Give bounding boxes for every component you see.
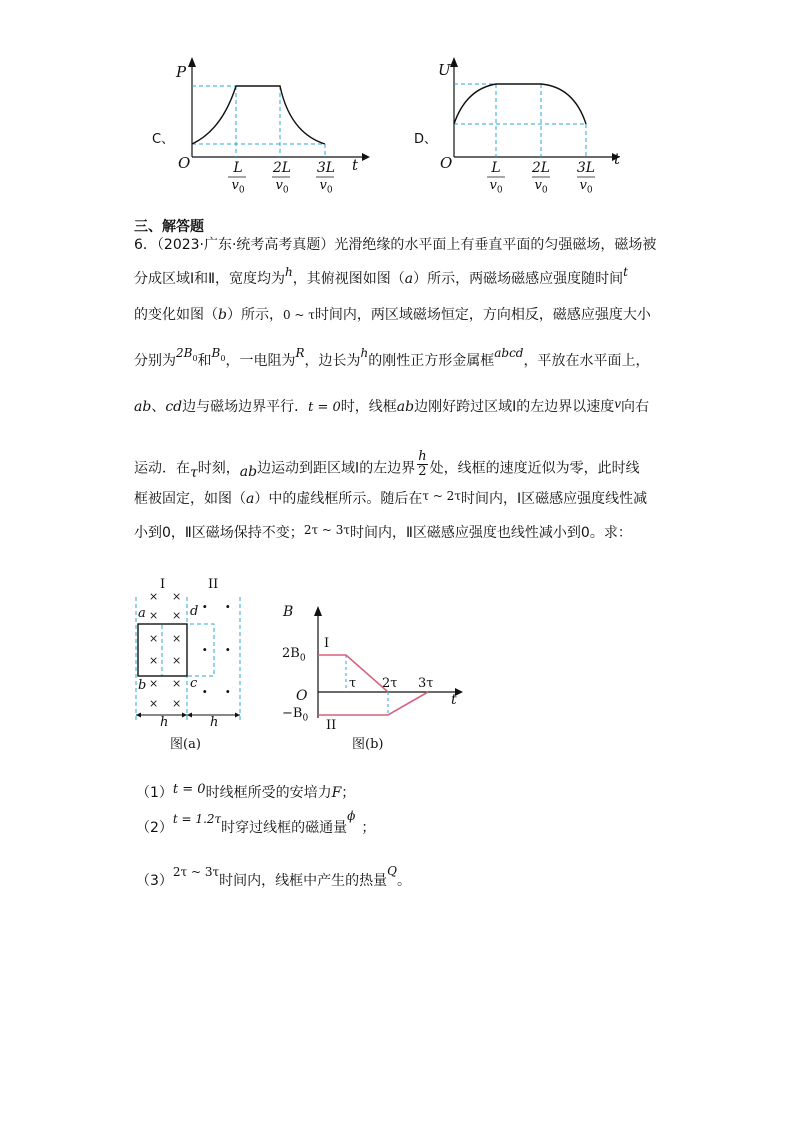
option-d-tick-2-num: 2L: [531, 160, 551, 176]
problem-line-4: 分别为$2B_0$和$B_0$，一电阻为R，边长为h的刚性正方形金属框abcd，平放在水平面上，: [134, 346, 650, 369]
region-1-label: I: [160, 577, 166, 592]
problem-line-1: 6．（2023·广东·统考高考真题）光滑绝缘的水平面上有垂直平面的匀强磁场，磁场被: [134, 237, 657, 253]
problem-line-5: ab、cd边与磁场边界平行．t = 0时，线框ab边刚好跨过区域Ⅰ的左边界以速度v向右: [134, 397, 650, 415]
corner-c-label: c: [190, 676, 198, 691]
corner-a-label: a: [138, 606, 146, 621]
cross-mark: ×: [172, 609, 182, 622]
figure-a-caption: 图(a): [170, 737, 201, 752]
figure-a: [130, 575, 250, 745]
region-2-label: II: [208, 577, 219, 592]
fraction-denominator: 2: [418, 464, 427, 479]
option-d-tick-1-num: L: [491, 160, 501, 176]
dot-mark: ·: [225, 682, 231, 701]
option-c-tick-2-num: 2L: [272, 160, 292, 176]
corner-d-label: d: [190, 604, 199, 619]
corner-b-label: b: [138, 678, 147, 693]
series-1-label: I: [324, 636, 330, 651]
figure-b: [280, 600, 470, 730]
cross-mark: ×: [172, 590, 182, 603]
option-d-tick-3-num: 3L: [576, 160, 596, 176]
width-h-label-2: h: [210, 715, 219, 730]
fraction-numerator: h: [418, 449, 427, 464]
problem-line-7: 框被固定，如图（a）中的虚线框所示。随后在τ ~ 2τ时间内，Ⅰ区磁感应强度线性减: [134, 489, 648, 507]
option-d-origin: O: [440, 154, 453, 172]
width-h-label-1: h: [160, 715, 169, 730]
dot-mark: ·: [202, 597, 208, 616]
figure-b-bottom-label: $-B_0$: [282, 706, 309, 724]
option-d-tick-3-den: $v_0$: [579, 178, 593, 196]
cross-mark: ×: [172, 697, 182, 710]
figure-b-top-label: $2B_0$: [282, 646, 306, 664]
option-d-tick-2-den: $v_0$: [534, 178, 548, 196]
dot-mark: ·: [202, 640, 208, 659]
cross-mark: ×: [172, 677, 182, 690]
tick-2tau: 2τ: [382, 676, 398, 691]
option-c-tick-1-num: L: [233, 160, 243, 176]
question-2: （2）t = 1.2τ时穿过线框的磁通量ϕ；: [136, 809, 376, 836]
option-c-label: C、: [152, 132, 175, 147]
dot-mark: ·: [225, 640, 231, 659]
cross-mark: ×: [149, 677, 159, 690]
option-c-tick-1-den: $v_0$: [231, 178, 245, 196]
dot-mark: ·: [225, 597, 231, 616]
option-d-y-label: U: [438, 61, 451, 79]
figure-b-caption: 图(b): [352, 737, 384, 752]
figure-b-x-label: t: [451, 692, 457, 708]
question-3: （3）2τ ~ 3τ时间内，线框中产生的热量Q。: [136, 864, 411, 889]
option-c-tick-3-den: $v_0$: [319, 178, 333, 196]
cross-mark: ×: [172, 654, 182, 667]
option-c-x-label: t: [352, 156, 359, 174]
problem-line-6: 运动．在τ时刻，ab边运动到距区域Ⅰ的左边界 $\frac{h}{2}$ 处，线框的速度近似为零，此时线: [134, 449, 640, 481]
question-1: （1）t = 0时线框所受的安培力F；: [136, 782, 356, 801]
option-c-tick-2-den: $v_0$: [275, 178, 289, 196]
cross-mark: ×: [149, 697, 159, 710]
dot-mark: ·: [202, 682, 208, 701]
problem-line-2: 分成区域Ⅰ和Ⅱ，宽度均为h，其俯视图如图（a）所示，两磁场磁感应强度随时间t: [134, 265, 628, 287]
problem-line-3: 的变化如图（b）所示，0 ~ τ时间内，两区域磁场恒定，方向相反，磁感应强度大小: [134, 307, 651, 323]
figure-b-y-label: B: [283, 604, 294, 620]
section-title: 三、解答题: [134, 219, 204, 235]
cross-mark: ×: [149, 609, 159, 622]
figure-b-origin: O: [296, 688, 308, 704]
option-c-y-label: P: [176, 63, 187, 81]
option-d-tick-1-den: $v_0$: [489, 178, 503, 196]
tick-tau: τ: [349, 676, 357, 691]
option-c-tick-3-num: 3L: [316, 160, 336, 176]
cross-mark: ×: [149, 632, 159, 645]
cross-mark: ×: [149, 654, 159, 667]
problem-line-8: 小到0，Ⅱ区磁场保持不变；2τ ~ 3τ时间内，Ⅱ区磁感应强度也线性减小到0。求：: [134, 523, 632, 541]
option-d-label: D、: [414, 132, 438, 147]
cross-mark: ×: [172, 632, 182, 645]
series-2-label: II: [326, 718, 337, 733]
option-d-x-label: t: [614, 150, 621, 168]
tick-3tau: 3τ: [418, 676, 434, 691]
cross-mark: ×: [149, 590, 159, 603]
option-c-origin: O: [178, 154, 191, 172]
